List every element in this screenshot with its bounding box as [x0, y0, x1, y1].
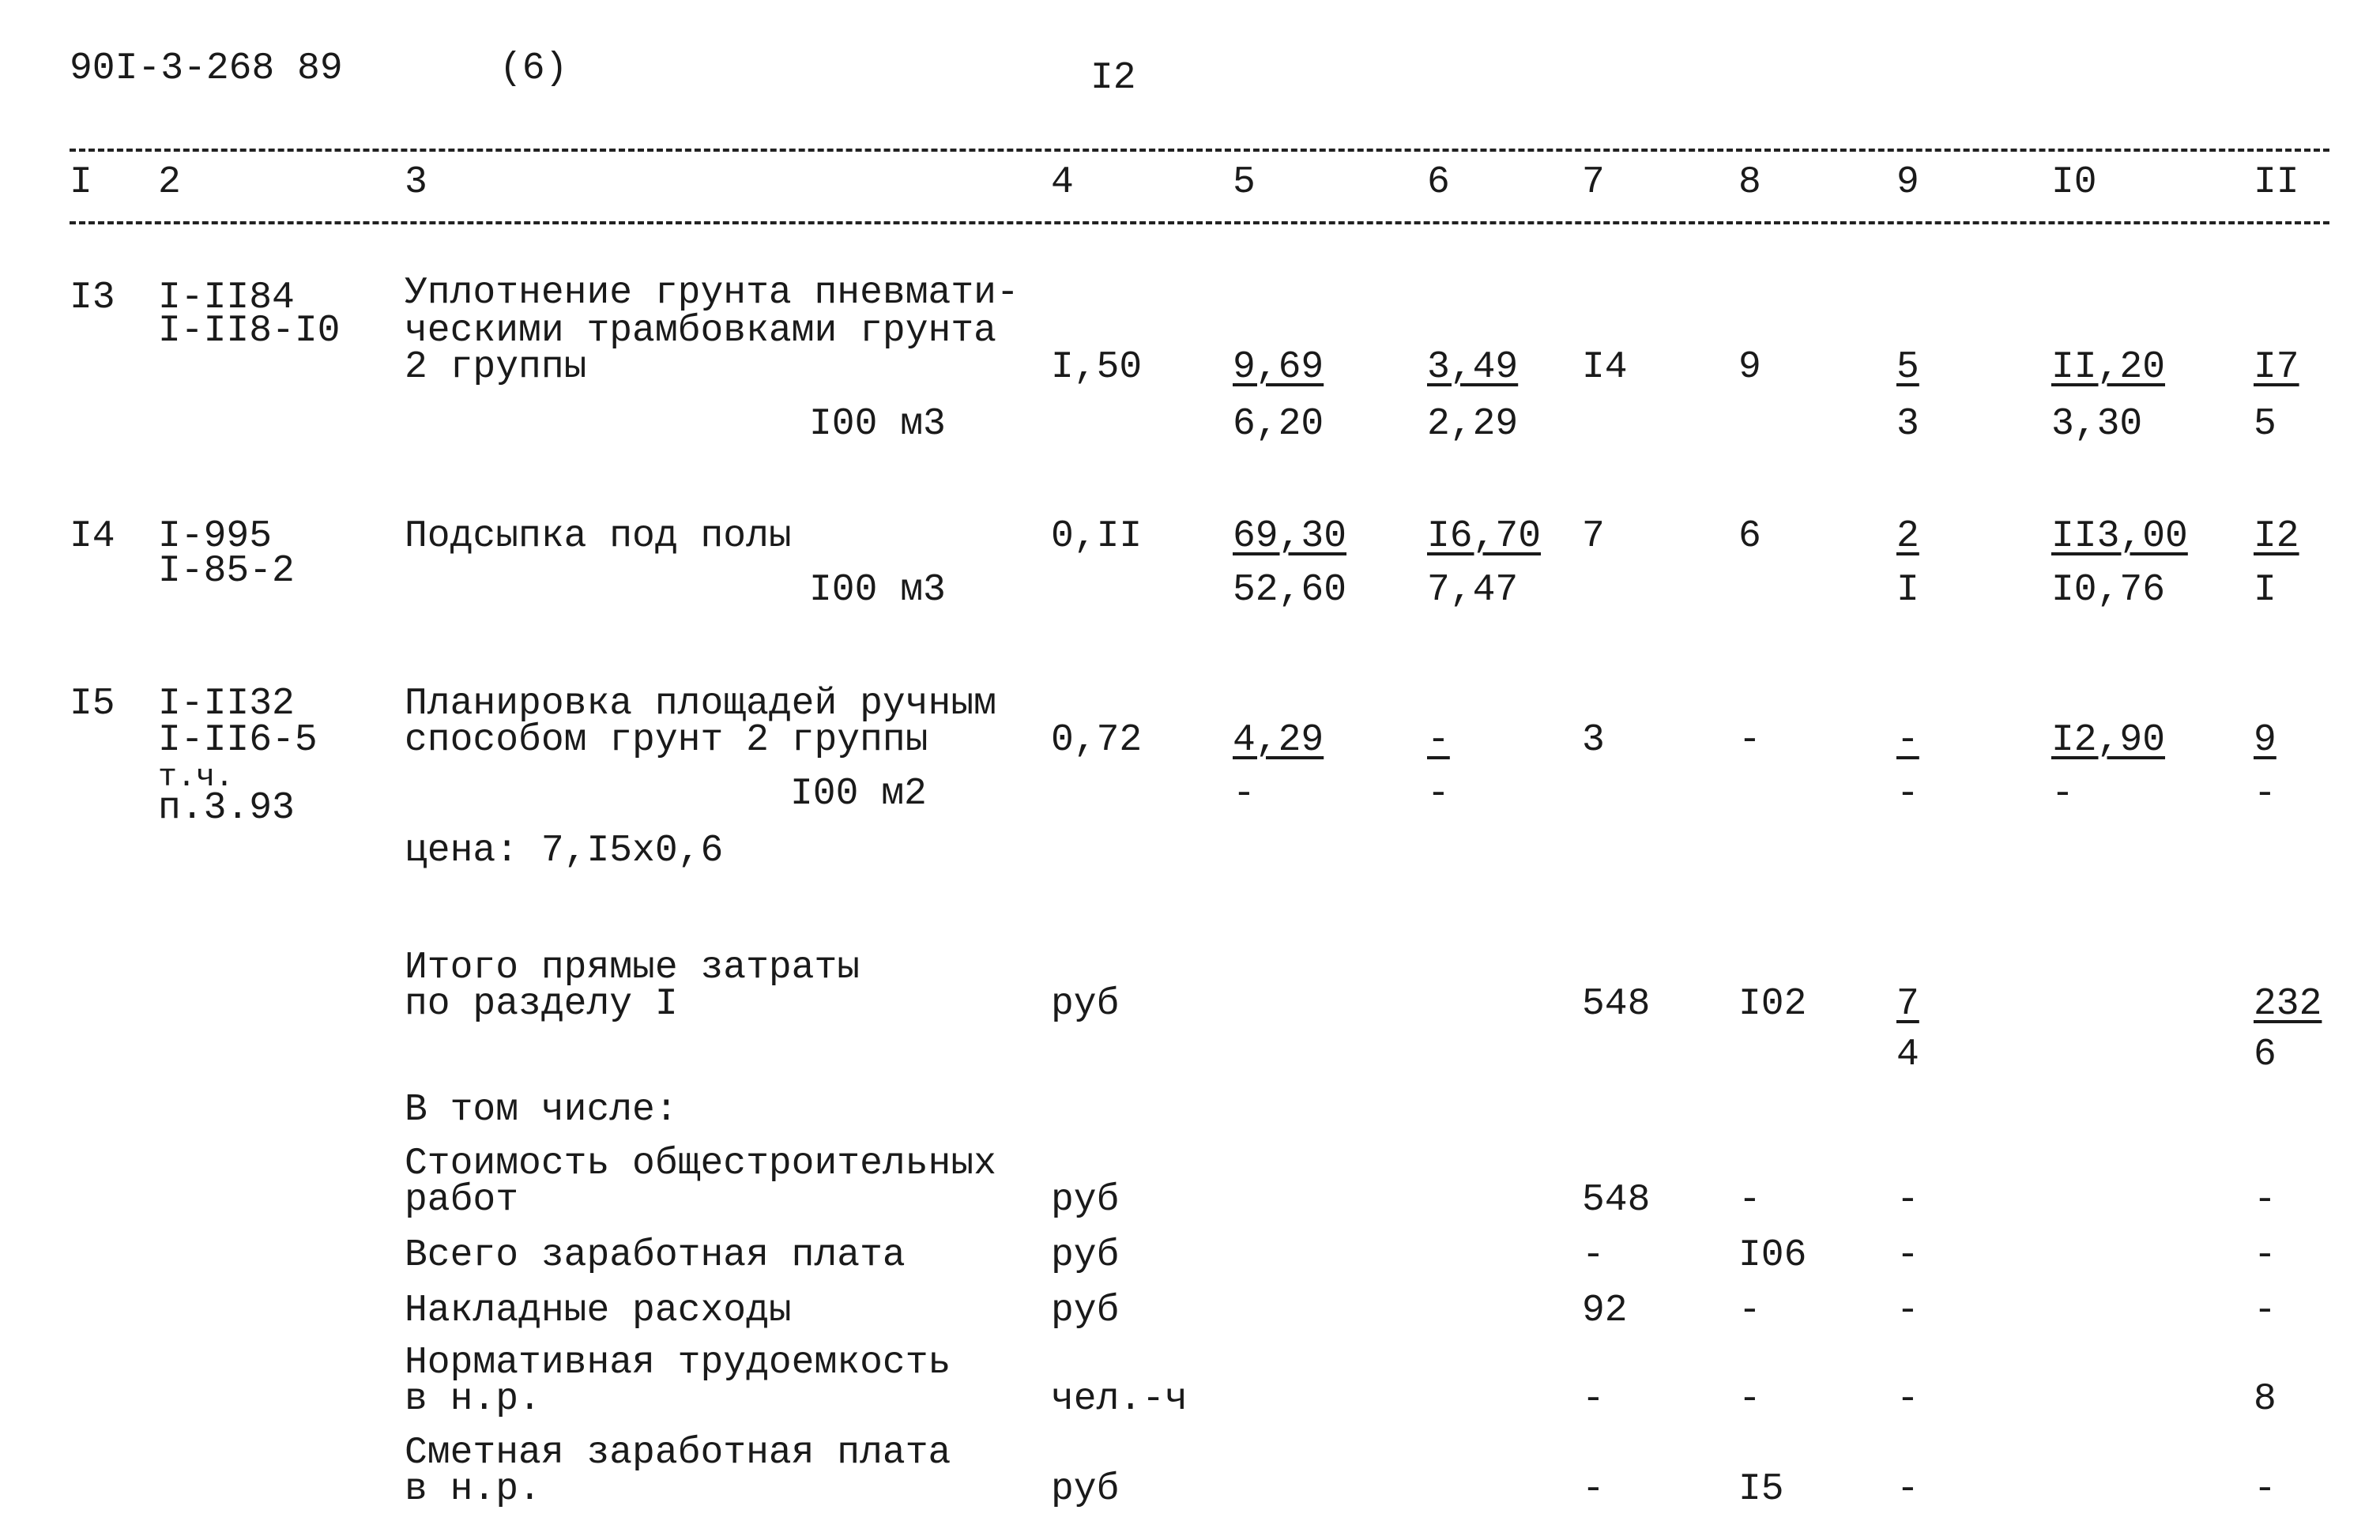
breakdown-c9: -	[1896, 1290, 1919, 1332]
totals-cost: 548	[1582, 983, 1651, 1026]
breakdown-c7: -	[1582, 1468, 1605, 1511]
machine-cost: -	[1427, 719, 1450, 762]
labor-total: I7	[2254, 346, 2299, 389]
breakdown-label: Накладные расходы	[405, 1290, 792, 1332]
breakdown-c11: -	[2254, 1468, 2276, 1511]
machine-cost-wages: 7,47	[1427, 569, 1519, 612]
unit-cost: 9,69	[1233, 346, 1324, 389]
unit-cost-wages: -	[1233, 773, 1256, 815]
breakdown-c8: -	[1738, 1290, 1761, 1332]
col-header-6: 6	[1427, 161, 1450, 204]
breakdown-label: в н.р.	[405, 1468, 541, 1511]
labor-total: I2	[2254, 515, 2299, 558]
totals-unit: руб	[1051, 983, 1120, 1026]
rate-code: I-II84	[158, 277, 295, 319]
measure-unit: I00 м3	[809, 403, 946, 446]
breakdown-c7: 92	[1582, 1290, 1628, 1332]
labor-per-unit: II,20	[2051, 346, 2166, 389]
machine-total: -	[1896, 719, 1919, 762]
rate-code-note: п.3.93	[158, 787, 295, 830]
unit-cost-wages: 52,60	[1233, 569, 1347, 612]
breakdown-c9: -	[1896, 1378, 1919, 1421]
work-description: Уплотнение грунта пневмати-	[405, 272, 1019, 314]
breakdown-c9: -	[1896, 1179, 1919, 1222]
page-number: I2	[1090, 57, 1136, 100]
totals-labor: 232	[2254, 983, 2322, 1026]
col-header-4: 4	[1051, 161, 1074, 204]
document-code: 90I-3-268 89	[70, 47, 343, 90]
labor-per-unit-machine: 3,30	[2051, 403, 2143, 446]
total-cost: 7	[1582, 515, 1605, 558]
rate-code: I-995	[158, 515, 273, 558]
breakdown-c9: -	[1896, 1468, 1919, 1511]
col-header-5: 5	[1233, 161, 1256, 204]
unit-cost-wages: 6,20	[1233, 403, 1324, 446]
measure-unit: I00 м2	[790, 773, 927, 815]
breakdown-label: Сметная заработная плата	[405, 1432, 951, 1474]
rate-code: I-II32	[158, 683, 295, 725]
rate-code: I-II6-5	[158, 719, 318, 762]
totals-machine-wages: 4	[1896, 1034, 1919, 1076]
breakdown-c9: -	[1896, 1234, 1919, 1277]
breakdown-c7: -	[1582, 1378, 1605, 1421]
labor-per-unit: II3,00	[2051, 515, 2188, 558]
quantity: 0,72	[1051, 719, 1143, 762]
document-part: (6)	[499, 47, 568, 90]
machine-cost: 3,49	[1427, 346, 1519, 389]
breakdown-c8: I5	[1738, 1468, 1784, 1511]
unit-cost: 69,30	[1233, 515, 1347, 558]
machine-total-wages: -	[1896, 773, 1919, 815]
row-number: I3	[70, 277, 115, 319]
rate-code: I-II8-I0	[158, 310, 341, 352]
machine-cost-wages: -	[1427, 773, 1450, 815]
wages-total: 6	[1738, 515, 1761, 558]
work-description: Подсыпка под полы	[405, 515, 792, 558]
labor-per-unit: I2,90	[2051, 719, 2166, 762]
quantity: 0,II	[1051, 515, 1143, 558]
wages-total: 9	[1738, 346, 1761, 389]
totals-label: по разделу I	[405, 983, 678, 1026]
total-cost: 3	[1582, 719, 1605, 762]
work-description: 2 группы	[405, 346, 587, 389]
work-description: ческими трамбовками грунта	[405, 310, 996, 352]
totals-label: Итого прямые затраты	[405, 947, 860, 989]
breakdown-c7: 548	[1582, 1179, 1651, 1222]
totals-wages: I02	[1738, 983, 1807, 1026]
rate-code: I-85-2	[158, 550, 295, 593]
breakdown-c8: I06	[1738, 1234, 1807, 1277]
labor-per-unit-machine: -	[2051, 773, 2074, 815]
breakdown-unit: руб	[1051, 1179, 1120, 1222]
unit-cost: 4,29	[1233, 719, 1324, 762]
col-header-10: I0	[2051, 161, 2097, 204]
row-number: I4	[70, 515, 115, 558]
breakdown-c7: -	[1582, 1234, 1605, 1277]
header-rule-top	[70, 149, 2329, 152]
labor-total-machine: I	[2254, 569, 2276, 612]
breakdown-label: Нормативная трудоемкость	[405, 1342, 951, 1384]
price-formula: цена: 7,I5х0,6	[405, 830, 724, 872]
col-header-3: 3	[405, 161, 427, 204]
including-label: В том числе:	[405, 1089, 678, 1131]
breakdown-c11: -	[2254, 1290, 2276, 1332]
labor-per-unit-machine: I0,76	[2051, 569, 2166, 612]
col-header-1: I	[70, 161, 92, 204]
breakdown-label: Всего заработная плата	[405, 1234, 906, 1277]
work-description: Планировка площадей ручным	[405, 683, 996, 725]
totals-labor-machine: 6	[2254, 1034, 2276, 1076]
machine-cost-wages: 2,29	[1427, 403, 1519, 446]
wages-total: -	[1738, 719, 1761, 762]
col-header-9: 9	[1896, 161, 1919, 204]
col-header-11: II	[2254, 161, 2299, 204]
breakdown-c11: 8	[2254, 1378, 2276, 1421]
breakdown-unit: чел.-ч	[1051, 1378, 1188, 1421]
measure-unit: I00 м3	[809, 569, 946, 612]
machine-total-wages: I	[1896, 569, 1919, 612]
machine-cost: I6,70	[1427, 515, 1542, 558]
breakdown-c8: -	[1738, 1378, 1761, 1421]
breakdown-c8: -	[1738, 1179, 1761, 1222]
header-rule-bottom	[70, 221, 2329, 224]
breakdown-label: Стоимость общестроительных	[405, 1143, 996, 1185]
labor-total: 9	[2254, 719, 2276, 762]
row-number: I5	[70, 683, 115, 725]
col-header-8: 8	[1738, 161, 1761, 204]
totals-machine: 7	[1896, 983, 1919, 1026]
machine-total: 5	[1896, 346, 1919, 389]
col-header-2: 2	[158, 161, 181, 204]
total-cost: I4	[1582, 346, 1628, 389]
machine-total-wages: 3	[1896, 403, 1919, 446]
rate-code-note: т.ч.	[158, 760, 235, 796]
breakdown-unit: руб	[1051, 1468, 1120, 1511]
work-description: способом грунт 2 группы	[405, 719, 928, 762]
breakdown-unit: руб	[1051, 1290, 1120, 1332]
breakdown-c11: -	[2254, 1179, 2276, 1222]
quantity: I,50	[1051, 346, 1143, 389]
labor-total-machine: 5	[2254, 403, 2276, 446]
breakdown-c11: -	[2254, 1234, 2276, 1277]
breakdown-label: в н.р.	[405, 1378, 541, 1421]
col-header-7: 7	[1582, 161, 1605, 204]
labor-total-machine: -	[2254, 773, 2276, 815]
breakdown-unit: руб	[1051, 1234, 1120, 1277]
breakdown-label: работ	[405, 1179, 519, 1222]
machine-total: 2	[1896, 515, 1919, 558]
